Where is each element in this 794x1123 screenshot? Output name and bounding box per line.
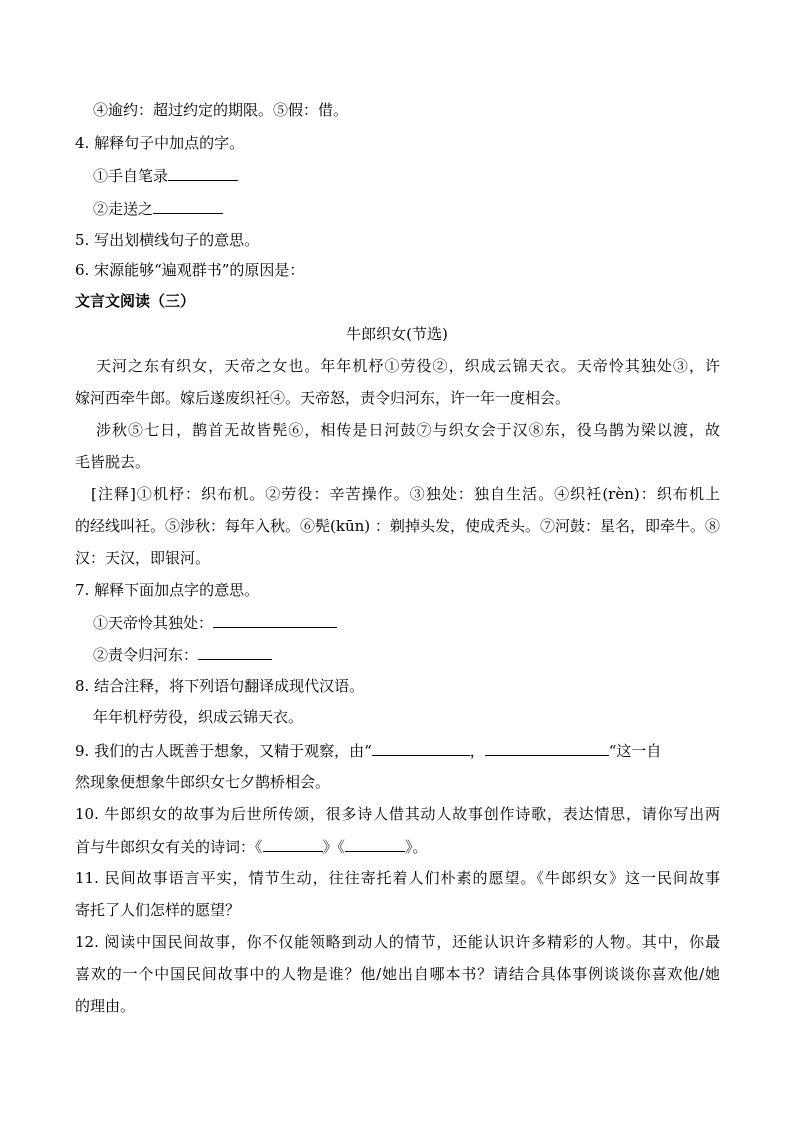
answer-blank[interactable] — [263, 835, 323, 852]
question-8a: 年年机杼劳役，织成云锦天衣。 — [93, 708, 304, 726]
passage-line-text: 天河之东有织女，天帝之女也。年年机杼①劳役②，织成云锦天衣。天帝怜其独处③，许 — [96, 357, 720, 375]
question-8: 8. 结合注释，将下列语句翻译成现代汉语。 — [75, 677, 365, 695]
question-9-comma: ， — [469, 742, 485, 760]
question-11 — [75, 867, 720, 889]
question-11-text: 11. 民间故事语言平实，情节生动，往往寄托着人们朴素的愿望。《牛郎织女》这一民间故事 — [75, 869, 720, 887]
answer-blank[interactable] — [345, 835, 405, 852]
answer-blank[interactable] — [485, 739, 609, 756]
note-line: ④逾约：超过约定的期限。⑤假：借。 — [93, 101, 349, 119]
question-9-cont: 然现象便想象牛郎织女七夕鹊桥相会。 — [75, 773, 331, 791]
question-4a — [93, 164, 238, 187]
passage-line: 毛皆脱去。 — [75, 453, 151, 471]
question-12-cont-text: 喜欢的一个中国民间故事中的人物是谁？他/她出自哪本书？请结合具体事例谈谈你喜欢他/她 — [75, 965, 720, 983]
question-11-cont: 寄托了人们怎样的愿望？ — [75, 901, 241, 919]
question-10-end: 》。 — [405, 838, 428, 856]
passage-line-text: 涉秋⑤七日，鹊首无故皆髡⑥，相传是日河鼓⑦与织女会于汉⑧东，役乌鹊为梁以渡，故 — [96, 421, 720, 439]
question-4b — [93, 197, 223, 220]
question-12-cont — [75, 963, 720, 985]
annotation-line — [91, 483, 720, 505]
question-5: 5. 写出划横线句子的意思。 — [75, 231, 260, 249]
question-10-cont — [75, 835, 428, 858]
question-10 — [75, 803, 720, 825]
annotation-line-text: 的经线叫衽。⑤涉秋：每年入秋。⑥髡(kūn) ：剃掉头发，使成秃头。⑦河鼓：星名，即牵牛。⑧ — [75, 517, 720, 535]
annotation-line: 汉：天汉，即银河。 — [75, 549, 211, 567]
answer-blank[interactable] — [198, 643, 272, 660]
section-heading: 文言文阅读（三） — [75, 292, 196, 310]
question-4b-text: ②走送之 — [93, 200, 154, 218]
question-10-cont-text: 首与牛郎织女有关的诗词：《 — [75, 838, 263, 856]
question-7: 7. 解释下面加点字的意思。 — [75, 581, 260, 599]
question-12-end: 的理由。 — [75, 997, 136, 1015]
question-12 — [75, 931, 720, 953]
question-10-sep: 》《 — [322, 838, 346, 856]
passage-line — [96, 355, 720, 377]
answer-blank[interactable] — [213, 611, 337, 628]
question-10-text: 10. 牛郎织女的故事为后世所传颂，很多诗人借其动人故事创作诗歌，表达情思，请你写出两 — [75, 805, 720, 823]
answer-blank[interactable] — [372, 739, 470, 756]
question-9-text: 9. 我们的古人既善于想象，又精于观察，由“ — [75, 742, 372, 760]
passage-line: 嫁河西牵牛郎。嫁后遂废织衽④。天帝怒，责令归河东，许一年一度相会。 — [75, 389, 571, 407]
answer-blank[interactable] — [168, 164, 238, 181]
passage-title: 牛郎织女(节选) — [346, 325, 448, 343]
passage-line — [96, 419, 720, 441]
question-9-tail: “这一自 — [608, 742, 662, 760]
question-7b — [93, 643, 272, 666]
annotation-line — [75, 515, 720, 537]
annotation-line-text: [注释]①机杼：织布机。②劳役：辛苦操作。③独处：独自生活。④织衽(rèn)：织布机上 — [91, 485, 720, 503]
question-4: 4. 解释句子中加点的字。 — [75, 134, 245, 152]
question-7b-text: ②责令归河东： — [93, 646, 199, 664]
question-4a-text: ①手自笔录 — [93, 167, 169, 185]
question-7a — [93, 611, 337, 634]
question-7a-text: ①天帝怜其独处： — [93, 614, 214, 632]
question-9 — [75, 739, 661, 762]
question-12-text: 12. 阅读中国民间故事，你不仅能领略到动人的情节，还能认识许多精彩的人物。其中，你最 — [75, 933, 720, 951]
answer-blank[interactable] — [153, 197, 223, 214]
question-6: 6. 宋源能够“遍观群书”的原因是： — [75, 261, 305, 279]
